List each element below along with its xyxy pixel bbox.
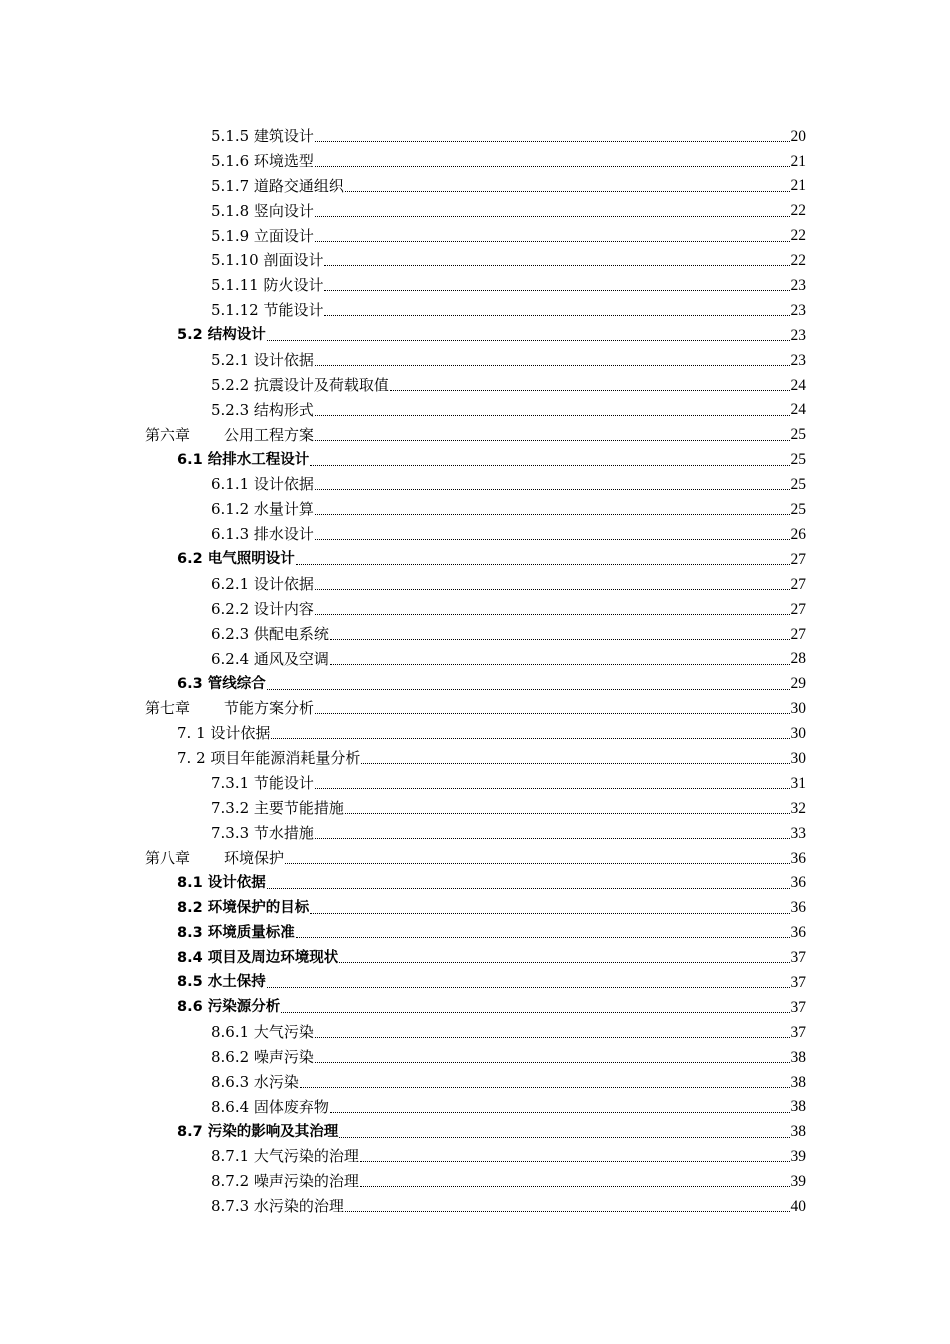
toc-page-number: 27 (790, 600, 806, 618)
toc-chapter-entry[interactable] (145, 423, 806, 448)
toc-dot-leader (267, 677, 790, 692)
toc-page-number: 28 (790, 650, 806, 668)
toc-page-number: 26 (790, 525, 806, 543)
toc-dot-leader (390, 378, 790, 393)
toc-page-number: 36 (790, 874, 806, 892)
toc-dot-leader (296, 925, 790, 940)
toc-subsection-entry[interactable] (211, 124, 806, 149)
toc-entry-title: 8.1 设计依据 (177, 874, 266, 891)
toc-page-number: 38 (790, 1073, 806, 1091)
toc-page-number: 24 (790, 376, 806, 394)
toc-dot-leader (339, 950, 789, 965)
toc-entry-title: 5.1.9 立面设计 (211, 226, 314, 245)
toc-chapter-entry[interactable] (145, 846, 806, 871)
toc-section-entry[interactable] (177, 896, 806, 921)
toc-subsection-entry[interactable] (211, 1169, 806, 1194)
toc-subsection-entry[interactable] (211, 348, 806, 373)
toc-dot-leader (296, 552, 790, 567)
toc-section-entry[interactable] (177, 672, 806, 697)
toc-dot-leader (330, 1100, 790, 1115)
toc-dot-leader (315, 577, 790, 592)
toc-subsection-entry[interactable] (211, 572, 806, 597)
toc-page-number: 33 (790, 824, 806, 842)
toc-entry-title: 5.2 结构设计 (177, 327, 266, 344)
toc-page-number: 23 (790, 277, 806, 295)
toc-subsection-entry[interactable] (211, 597, 806, 622)
toc-page-number: 27 (790, 575, 806, 593)
toc-subsection-entry[interactable] (211, 273, 806, 298)
toc-dot-leader (315, 602, 790, 617)
toc-dot-leader (310, 453, 789, 468)
toc-entry-title: 8.6 污染源分析 (177, 999, 281, 1016)
toc-page-number: 25 (790, 451, 806, 469)
toc-page-number: 37 (790, 949, 806, 967)
toc-subsection-entry[interactable] (211, 1095, 806, 1120)
toc-section-entry[interactable] (177, 995, 806, 1020)
toc-subsection-entry[interactable] (211, 1145, 806, 1170)
toc-dot-leader (315, 1050, 790, 1065)
toc-subsection-entry[interactable] (211, 224, 806, 249)
toc-entry-title: 8.6.2 噪声污染 (211, 1047, 314, 1066)
toc-subsection-entry[interactable] (211, 771, 806, 796)
toc-dot-leader (360, 1149, 790, 1164)
toc-chapter-title: 公用工程方案 (224, 425, 315, 444)
toc-entry-title: 6.1.1 设计依据 (211, 475, 314, 494)
toc-dot-leader (300, 1075, 790, 1090)
toc-entry-title: 7.3.3 节水措施 (211, 823, 314, 842)
toc-page-number: 38 (790, 1048, 806, 1066)
toc-dot-leader (324, 278, 789, 293)
toc-page-number: 38 (790, 1098, 806, 1116)
toc-entry-title: 5.1.12 节能设计 (211, 301, 324, 320)
toc-entry-title: 6.1 给排水工程设计 (177, 451, 310, 468)
toc-entry-title: 8.7 污染的影响及其治理 (177, 1123, 339, 1140)
toc-subsection-entry[interactable] (211, 497, 806, 522)
toc-entry-title: 5.2.1 设计依据 (211, 350, 314, 369)
toc-entry-title: 5.1.7 道路交通组织 (211, 176, 344, 195)
toc-dot-leader (361, 751, 789, 766)
toc-section-entry[interactable] (177, 746, 806, 771)
toc-page-number: 36 (790, 924, 806, 942)
toc-chapter-number: 第六章 (145, 425, 191, 444)
toc-section-entry[interactable] (177, 547, 806, 572)
toc-subsection-entry[interactable] (211, 149, 806, 174)
toc-subsection-entry[interactable] (211, 298, 806, 323)
toc-dot-leader (315, 502, 790, 517)
toc-subsection-entry[interactable] (211, 622, 806, 647)
toc-entry-title: 8.6.3 水污染 (211, 1072, 299, 1091)
toc-entry-title: 7.3.2 主要节能措施 (211, 798, 344, 817)
toc-dot-leader (324, 303, 789, 318)
toc-chapter-title: 环境保护 (224, 848, 285, 867)
toc-dot-leader (315, 776, 790, 791)
toc-entry-title: 7. 2 项目年能源消耗量分析 (177, 749, 361, 768)
toc-page-number: 23 (790, 351, 806, 369)
toc-entry-title: 6.1.3 排水设计 (211, 525, 314, 544)
toc-dot-leader (345, 1199, 790, 1214)
toc-section-entry[interactable] (177, 921, 806, 946)
toc-entry-title: 6.2.4 通风及空调 (211, 649, 329, 668)
toc-page-number: 37 (790, 998, 806, 1016)
toc-page-number: 22 (790, 252, 806, 270)
toc-page-number: 38 (790, 1123, 806, 1141)
toc-dot-leader (271, 726, 789, 741)
toc-subsection-entry[interactable] (211, 174, 806, 199)
toc-page-number: 29 (790, 675, 806, 693)
toc-entry-title: 8.7.2 噪声污染的治理 (211, 1172, 359, 1191)
table-of-contents (0, 124, 950, 1219)
toc-chapter-entry[interactable] (145, 696, 806, 721)
toc-subsection-entry[interactable] (211, 248, 806, 273)
toc-page-number: 37 (790, 1023, 806, 1041)
toc-entry-title: 6.2 电气照明设计 (177, 551, 295, 568)
toc-dot-leader (315, 477, 790, 492)
toc-section-entry[interactable] (177, 448, 806, 473)
toc-subsection-entry[interactable] (211, 1194, 806, 1219)
toc-dot-leader (345, 179, 790, 194)
toc-page-number: 23 (790, 301, 806, 319)
toc-entry-title: 6.2.2 设计内容 (211, 599, 314, 618)
toc-subsection-entry[interactable] (211, 647, 806, 672)
toc-entry-title: 8.7.1 大气污染的治理 (211, 1147, 359, 1166)
toc-dot-leader (315, 129, 790, 144)
toc-section-entry[interactable] (177, 945, 806, 970)
toc-page-number: 27 (790, 550, 806, 568)
toc-entry-title (145, 425, 315, 444)
toc-entry-title: 7. 1 设计依据 (177, 724, 271, 743)
toc-dot-leader (315, 154, 790, 169)
toc-subsection-entry[interactable] (211, 1020, 806, 1045)
toc-section-entry[interactable] (177, 871, 806, 896)
toc-page-number: 22 (790, 202, 806, 220)
toc-dot-leader (315, 1025, 790, 1040)
toc-dot-leader (267, 876, 790, 891)
toc-dot-leader (315, 527, 790, 542)
toc-chapter-title: 节能方案分析 (224, 699, 315, 718)
toc-entry-title: 5.1.10 剖面设计 (211, 251, 324, 270)
toc-page-number: 36 (790, 849, 806, 867)
toc-page-number: 25 (790, 476, 806, 494)
toc-page-number: 40 (790, 1197, 806, 1215)
toc-page-number: 20 (790, 127, 806, 145)
toc-dot-leader (315, 428, 789, 443)
toc-page-number: 23 (790, 326, 806, 344)
toc-dot-leader (267, 328, 790, 343)
toc-dot-leader (315, 701, 789, 716)
toc-subsection-entry[interactable] (211, 522, 806, 547)
toc-entry-title: 5.1.8 竖向设计 (211, 201, 314, 220)
toc-dot-leader (267, 975, 790, 990)
toc-entry-title: 8.7.3 水污染的治理 (211, 1197, 344, 1216)
toc-page-number: 39 (790, 1173, 806, 1191)
toc-entry-title: 5.2.3 结构形式 (211, 400, 314, 419)
toc-entry-title: 5.1.6 环境选型 (211, 151, 314, 170)
toc-subsection-entry[interactable] (211, 199, 806, 224)
toc-page-number: 21 (790, 177, 806, 195)
toc-section-entry[interactable] (177, 323, 806, 348)
toc-page-number: 39 (790, 1148, 806, 1166)
toc-entry-title: 6.2.1 设计依据 (211, 574, 314, 593)
toc-dot-leader (315, 403, 790, 418)
toc-subsection-entry[interactable] (211, 1070, 806, 1095)
toc-page-number: 32 (790, 799, 806, 817)
toc-entry-title: 5.1.11 防火设计 (211, 276, 324, 295)
toc-entry-title: 8.3 环境质量标准 (177, 924, 295, 941)
toc-page-number: 30 (790, 749, 806, 767)
toc-page-number: 22 (790, 227, 806, 245)
toc-dot-leader (315, 204, 790, 219)
toc-page-number: 31 (790, 774, 806, 792)
toc-subsection-entry[interactable] (211, 821, 806, 846)
toc-page-number: 30 (790, 725, 806, 743)
toc-dot-leader (324, 253, 789, 268)
toc-dot-leader (281, 1000, 789, 1015)
toc-section-entry[interactable] (177, 721, 806, 746)
toc-dot-leader (285, 851, 789, 866)
toc-page-number: 21 (790, 152, 806, 170)
toc-page-number: 25 (790, 501, 806, 519)
toc-subsection-entry[interactable] (211, 398, 806, 423)
toc-entry-title (145, 848, 285, 867)
toc-dot-leader (315, 229, 790, 244)
toc-entry-title: 8.4 项目及周边环境现状 (177, 949, 339, 966)
toc-page-number: 27 (790, 625, 806, 643)
toc-section-entry[interactable] (177, 970, 806, 995)
toc-page-number: 24 (790, 401, 806, 419)
toc-dot-leader (345, 801, 790, 816)
toc-subsection-entry[interactable] (211, 796, 806, 821)
toc-entry-title: 8.2 环境保护的目标 (177, 899, 310, 916)
toc-entry-title: 6.1.2 水量计算 (211, 500, 314, 519)
toc-entry-title: 5.1.5 建筑设计 (211, 126, 314, 145)
toc-page-number: 25 (790, 426, 806, 444)
toc-entry-title: 7.3.1 节能设计 (211, 774, 314, 793)
toc-subsection-entry[interactable] (211, 472, 806, 497)
toc-dot-leader (360, 1174, 790, 1189)
toc-dot-leader (315, 353, 790, 368)
toc-entry-title: 6.3 管线综合 (177, 675, 266, 692)
toc-entry-title: 8.6.1 大气污染 (211, 1023, 314, 1041)
toc-section-entry[interactable] (177, 1120, 806, 1145)
toc-dot-leader (310, 901, 789, 916)
toc-dot-leader (330, 627, 790, 642)
toc-page-number: 30 (790, 700, 806, 718)
toc-entry-title (145, 701, 314, 716)
toc-subsection-entry[interactable] (211, 373, 806, 398)
toc-dot-leader (330, 652, 790, 667)
toc-entry-title: 8.5 水土保持 (177, 974, 266, 991)
toc-subsection-entry[interactable] (211, 1045, 806, 1070)
toc-page-number: 36 (790, 899, 806, 917)
toc-dot-leader (315, 826, 790, 841)
toc-entry-title: 6.2.3 供配电系统 (211, 624, 329, 643)
toc-dot-leader (339, 1125, 789, 1140)
toc-entry-title: 5.2.2 抗震设计及荷载取值 (211, 375, 389, 394)
toc-chapter-number: 第八章 (145, 848, 191, 867)
toc-entry-title: 8.6.4 固体废弃物 (211, 1097, 329, 1116)
toc-page-number: 37 (790, 973, 806, 991)
toc-chapter-number: 第七章 (145, 699, 191, 718)
